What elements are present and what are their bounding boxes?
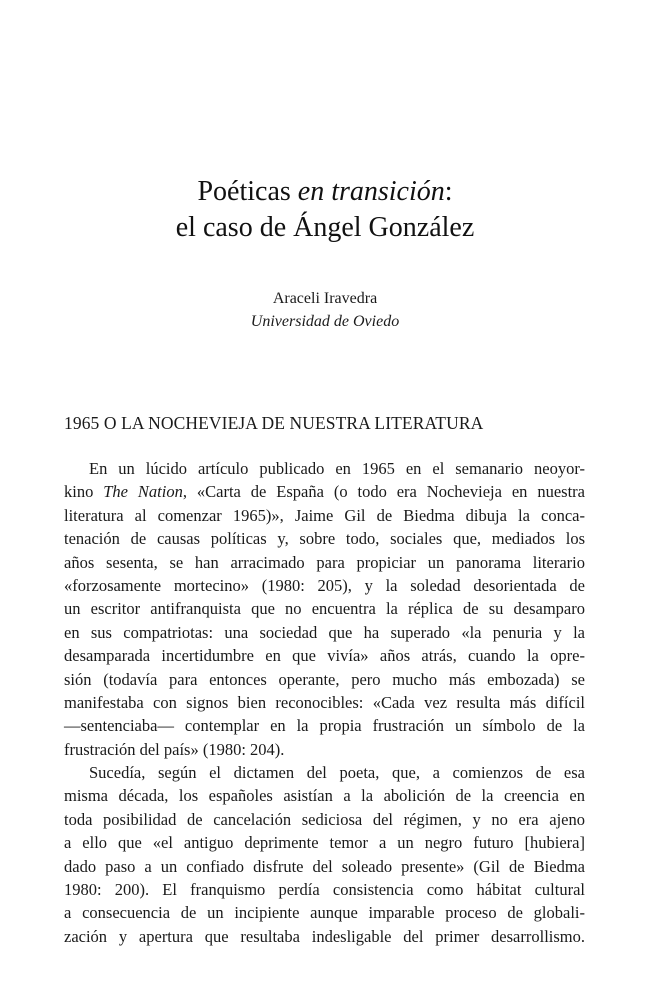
text-line: misma década, los españoles asistían a la abolición de la creencia en bbox=[64, 786, 585, 806]
section-heading: 1965 O LA NOCHEVIEJA DE NUESTRA LITERATURA bbox=[64, 413, 484, 433]
author-affiliation: Universidad de Oviedo bbox=[250, 313, 400, 330]
text-line: toda posibilidad de cancelación sediciosa del régimen, y no era ajeno bbox=[64, 809, 585, 829]
text-line: literatura al comenzar 1965)», Jaime Gil de Biedma dibuja la conca- bbox=[64, 505, 585, 525]
text-line: sión (todavía para entonces operante, pero mucho más embozada) se bbox=[64, 669, 585, 689]
body-text bbox=[64, 457, 585, 948]
title-line-1 bbox=[0, 174, 650, 210]
title-italic-part: en transición bbox=[297, 176, 445, 207]
text-line: zación y apertura que resultaba indesligable del primer desarrollismo. bbox=[64, 926, 585, 946]
text-line bbox=[64, 480, 585, 503]
publication-name: The Nation bbox=[103, 482, 183, 502]
author-name: Araceli Iravedra bbox=[272, 290, 378, 307]
text-line: «forzosamente mortecino» (1980: 205), y la soledad desorientada de bbox=[64, 575, 585, 595]
text-line: Sucedía, según el dictamen del poeta, que, a comienzos de esa bbox=[89, 763, 585, 783]
text-line: tenación de causas políticas y, sobre todo, sociales que, mediados los bbox=[64, 529, 585, 549]
text-span: kino bbox=[64, 482, 104, 502]
title-colon: : bbox=[444, 176, 453, 207]
text-line: frustración del país» (1980: 204). bbox=[64, 739, 285, 759]
article-title bbox=[0, 174, 650, 246]
text-line: dado paso a un confiado disfrute del soleado presente» (Gil de Biedma bbox=[64, 856, 585, 876]
text-line: —sentenciaba— contemplar en la propia frustración un símbolo de la bbox=[64, 716, 585, 736]
text-line: desamparada incertidumbre en que vivía» años atrás, cuando la opre- bbox=[64, 646, 585, 666]
title-line-2: el caso de Ángel González bbox=[175, 212, 475, 243]
text-line: En un lúcido artículo publicado en 1965 en el semanario neoyor- bbox=[89, 459, 585, 478]
text-line: a consecuencia de un incipiente aunque imparable proceso de globali- bbox=[64, 903, 585, 923]
text-span: , «Carta de España (o todo era Nochevieja en nuestra bbox=[182, 482, 585, 502]
title-part: Poéticas bbox=[197, 176, 298, 207]
text-line: 1980: 200). El franquismo perdía consistencia como hábitat cultural bbox=[64, 880, 585, 900]
text-line: en sus compatriotas: una sociedad que ha superado «la penuria y la bbox=[64, 622, 585, 642]
text-line: manifestaba con signos bien reconocibles: «Cada vez resulta más difícil bbox=[64, 692, 585, 712]
text-line: un escritor antifranquista que no encuentra la réplica de su desamparo bbox=[64, 599, 585, 619]
text-line: a ello que «el antiguo deprimente temor a un negro futuro [hubiera] bbox=[64, 833, 585, 853]
text-line: años sesenta, se han arracimado para propiciar un panorama literario bbox=[64, 552, 585, 572]
